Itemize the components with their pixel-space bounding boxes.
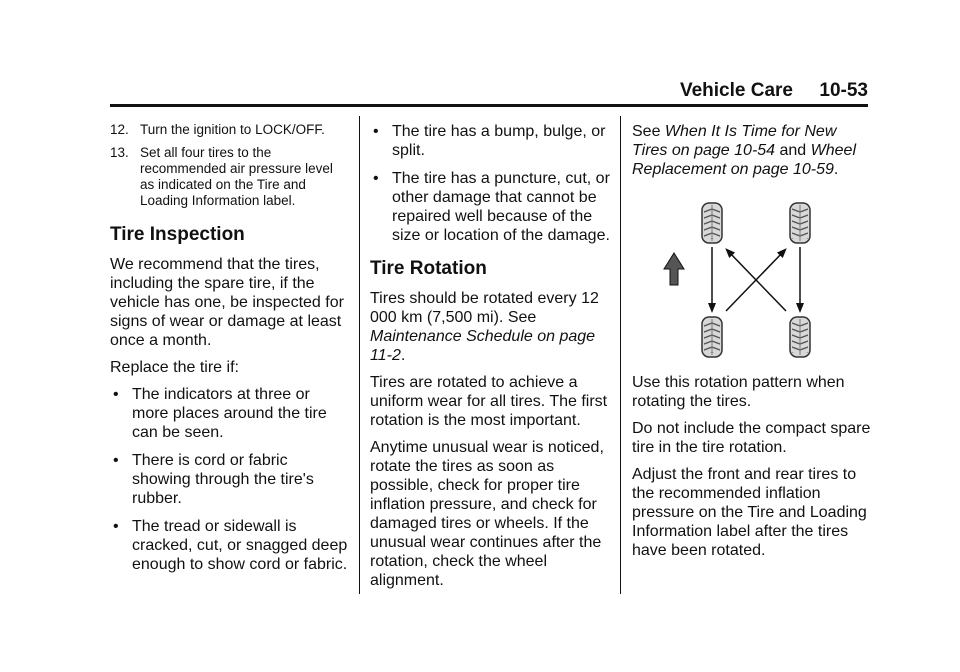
tire-rotation-diagram [632,201,832,361]
bullet-item [370,122,615,160]
numbered-steps [110,122,350,209]
step-item [110,122,350,138]
replace-bullet-list [110,385,350,574]
new-tires-reference[interactable]: When It Is Time for New Tires on page 10-54 [632,123,837,159]
step-item [110,145,350,209]
see-text: See [632,123,665,140]
period: . [400,347,406,364]
rotation-pattern-paragraph: Use this rotation pattern when rotating the tires. [632,374,845,410]
bullet-icon: • [113,386,119,403]
rotation-arrow-icon [728,251,786,311]
bullet-item [370,169,615,245]
compact-spare-paragraph: Do not include the compact spare tire in the tire rotation. [632,420,871,456]
wheel-replacement-reference[interactable]: Wheel Replacement on page 10-59 [632,142,857,178]
column-middle [370,122,615,598]
bullet-text: The tire has a puncture, cut, or other damage that cannot be repaired well because of the size or location of the damage. [392,170,610,244]
period: . [833,161,839,178]
bullet-icon: • [373,123,379,140]
rotation-arrow-icon [726,251,784,311]
see-references-paragraph [632,122,872,179]
tire-icon-rear-right [790,317,810,357]
rotation-paragraph-2: Tires are rotated to achieve a uniform wear for all tires. The first rotation is the most important. [370,374,608,429]
step-text: Set all four tires to the recommended air pressure level as indicated on the Tire and Loading Information label. [140,145,333,208]
bullet-icon: • [113,452,119,469]
replace-intro: Replace the tire if: [110,359,239,376]
tire-icon-front-left [702,203,722,243]
maintenance-schedule-reference[interactable]: Maintenance Schedule on page 11-2 [370,328,596,364]
bullet-item [110,385,350,442]
step-number: 12. [110,122,129,137]
tire-icon-rear-left [702,317,722,357]
bullet-item [110,517,350,574]
and-text: and [775,142,811,159]
tire-icon-front-right [790,203,810,243]
step-text: Turn the ignition to LOCK/OFF. [140,122,325,137]
section-title: Vehicle Care [679,80,793,101]
bullet-text: There is cord or fabric showing through the tire's rubber. [132,452,314,507]
bullet-text: The tread or sidewall is cracked, cut, or snagged deep enough to show cord or fabric. [132,518,348,573]
bullet-item [110,451,350,508]
step-number: 13. [110,145,129,160]
inspection-paragraph: We recommend that the tires, including the spare tire, if the vehicle has one, be inspected for signs of wear or damage at least once a month. [110,256,344,349]
forward-arrow-icon [664,253,684,285]
page-header [110,80,868,106]
replace-bullet-list-continued [370,122,615,245]
tire-rotation-heading: Tire Rotation [370,258,487,279]
page-number: 10-53 [819,80,868,101]
tire-inspection-heading: Tire Inspection [110,224,245,245]
header-title [680,80,868,102]
inflation-paragraph: Adjust the front and rear tires to the recommended inflation pressure on the Tire and Loading Information label after the tires have been rotated. [632,466,867,559]
bullet-text: The indicators at three or more places around the tire can be seen. [132,386,327,441]
rotation-paragraph-3: Anytime unusual wear is noticed, rotate the tires as soon as possible, check for proper tire inflation pressure, and check for damaged tires or wheels. If the unusual wear continues after the rotation, check the wheel alignment. [370,439,604,589]
bullet-icon: • [373,170,379,187]
header-rule [110,104,868,107]
rotation-text: Tires should be rotated every 12 000 km (7,500 mi). See [370,290,599,326]
column-left [110,122,350,583]
column-divider [620,116,621,594]
bullet-icon: • [113,518,119,535]
rotation-paragraph-1 [370,289,615,365]
bullet-text: The tire has a bump, bulge, or split. [392,123,606,159]
column-right [632,122,872,568]
column-divider [359,116,360,594]
